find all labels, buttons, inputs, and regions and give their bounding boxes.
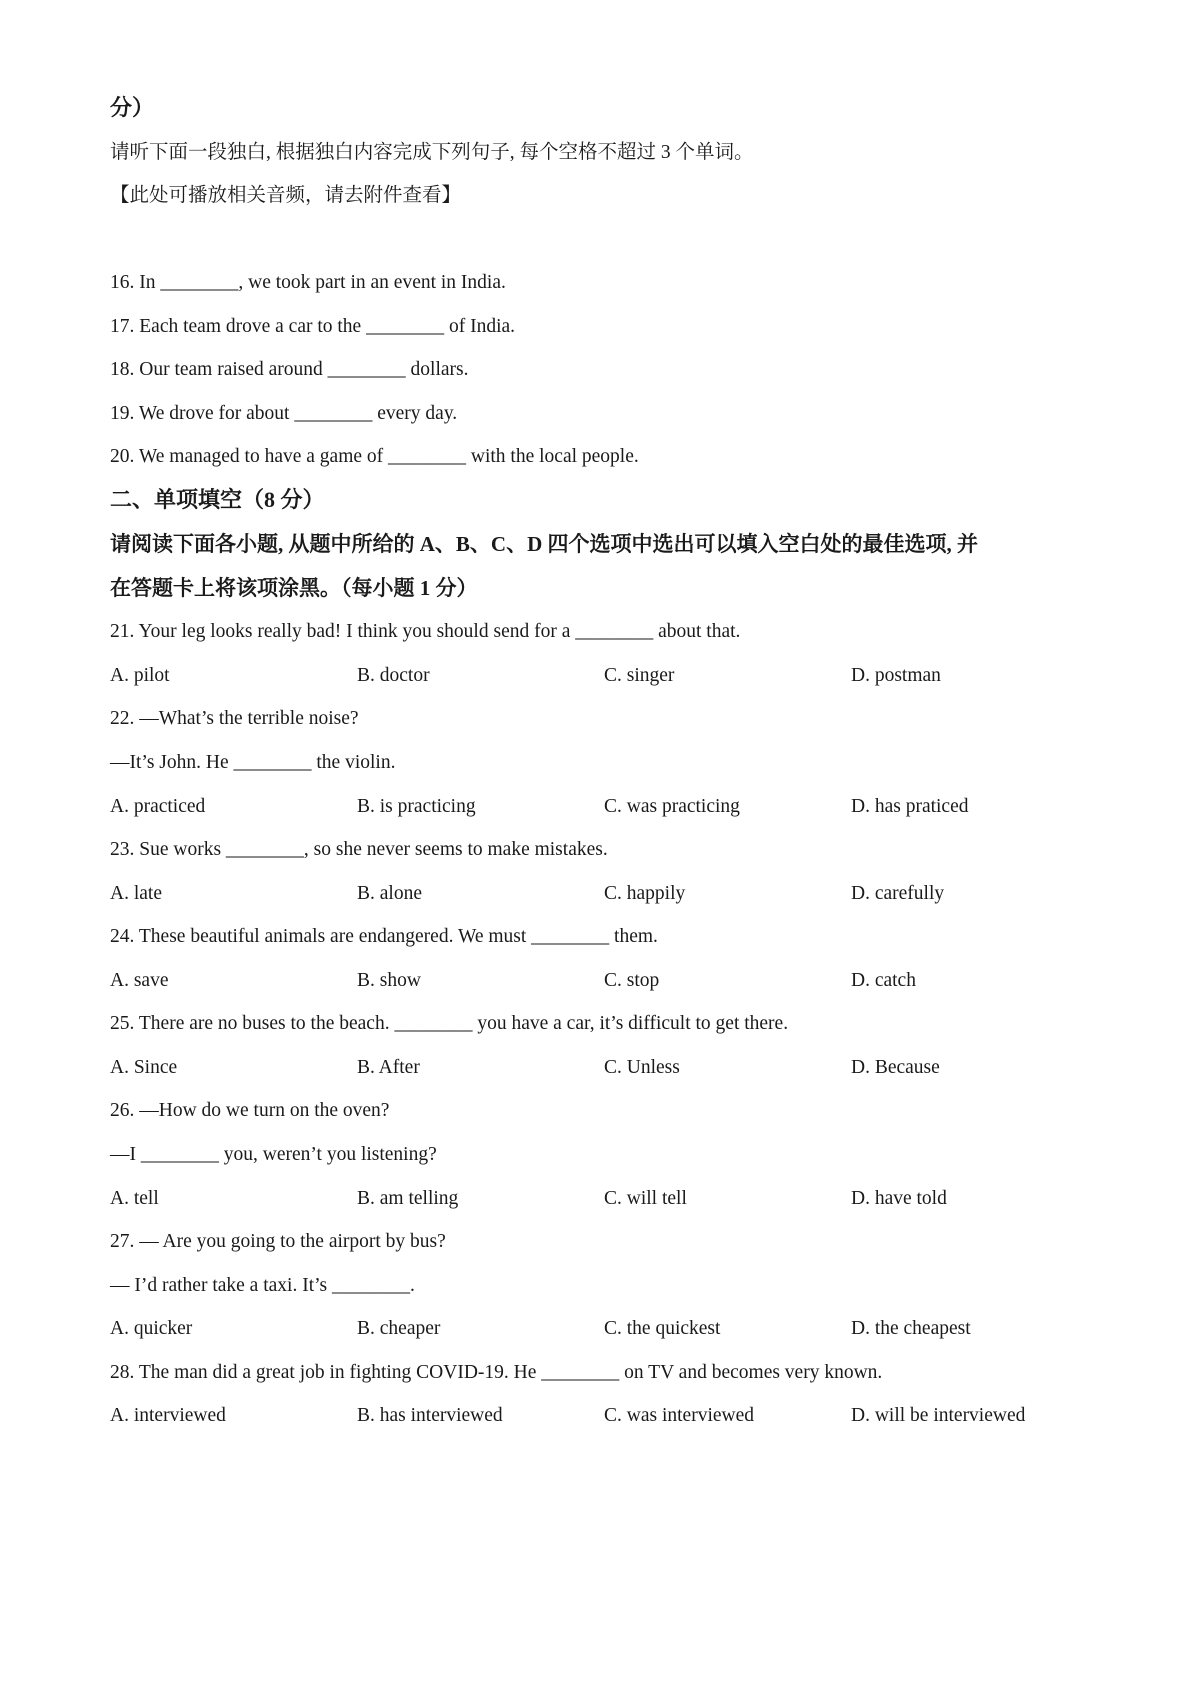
option-a[interactable]: A. practiced bbox=[110, 796, 206, 817]
option-c[interactable]: C. happily bbox=[604, 883, 686, 904]
question-stem: — I’d rather take a taxi. It’s ________. bbox=[110, 1275, 415, 1296]
question-stem: 21. Your leg looks really bad! I think you should send for a ________ about that. bbox=[110, 621, 741, 642]
option-c[interactable]: C. was practicing bbox=[604, 796, 740, 817]
question-stem: 26. —How do we turn on the oven? bbox=[110, 1100, 390, 1121]
section-instruction: 请阅读下面各小题, 从题中所给的 A、B、C、D 四个选项中选出可以填入空白处的最佳选项, 并 bbox=[110, 532, 978, 556]
question-stem: 23. Sue works ________, so she never seems to make mistakes. bbox=[110, 839, 608, 860]
option-d[interactable]: D. will be interviewed bbox=[851, 1405, 1026, 1426]
option-d[interactable]: D. catch bbox=[851, 970, 916, 991]
question-stem: 24. These beautiful animals are endangered. We must ________ them. bbox=[110, 926, 658, 947]
option-a[interactable]: A. late bbox=[110, 883, 162, 904]
audio-note: 【此处可播放相关音频，请去附件查看】 bbox=[110, 185, 462, 206]
option-b[interactable]: B. doctor bbox=[357, 665, 430, 686]
option-a[interactable]: A. quicker bbox=[110, 1318, 193, 1339]
option-d[interactable]: D. the cheapest bbox=[851, 1318, 971, 1339]
option-c[interactable]: C. singer bbox=[604, 665, 675, 686]
option-d[interactable]: D. has praticed bbox=[851, 796, 969, 817]
section-fragment: 分） bbox=[110, 95, 155, 120]
option-a[interactable]: A. interviewed bbox=[110, 1405, 226, 1426]
question-stem: 22. —What’s the terrible noise? bbox=[110, 708, 359, 729]
question-stem: 27. — Are you going to the airport by bus? bbox=[110, 1231, 446, 1252]
option-a[interactable]: A. Since bbox=[110, 1057, 178, 1078]
option-c[interactable]: C. stop bbox=[604, 970, 660, 991]
option-c[interactable]: C. was interviewed bbox=[604, 1405, 755, 1426]
option-b[interactable]: B. has interviewed bbox=[357, 1405, 503, 1426]
option-d[interactable]: D. Because bbox=[851, 1057, 940, 1078]
listening-item: 20. We managed to have a game of ________ with the local people. bbox=[110, 446, 639, 467]
option-d[interactable]: D. carefully bbox=[851, 883, 945, 904]
option-b[interactable]: B. cheaper bbox=[357, 1318, 441, 1339]
option-a[interactable]: A. save bbox=[110, 970, 169, 991]
question-stem: —It’s John. He ________ the violin. bbox=[110, 752, 396, 773]
option-c[interactable]: C. the quickest bbox=[604, 1318, 721, 1339]
option-a[interactable]: A. tell bbox=[110, 1188, 159, 1209]
option-b[interactable]: B. is practicing bbox=[357, 796, 476, 817]
listening-item: 16. In ________, we took part in an event in India. bbox=[110, 272, 506, 293]
question-stem: —I ________ you, weren’t you listening? bbox=[110, 1144, 437, 1165]
option-d[interactable]: D. have told bbox=[851, 1188, 947, 1209]
option-b[interactable]: B. am telling bbox=[357, 1188, 459, 1209]
option-b[interactable]: B. After bbox=[357, 1057, 420, 1078]
listening-item: 19. We drove for about ________ every day. bbox=[110, 403, 458, 424]
option-c[interactable]: C. Unless bbox=[604, 1057, 680, 1078]
option-b[interactable]: B. show bbox=[357, 970, 421, 991]
listening-item: 18. Our team raised around ________ dollars. bbox=[110, 359, 469, 380]
option-a[interactable]: A. pilot bbox=[110, 665, 170, 686]
listening-instruction: 请听下面一段独白, 根据独白内容完成下列句子, 每个空格不超过 3 个单词。 bbox=[110, 142, 754, 163]
question-stem: 28. The man did a great job in fighting COVID-19. He ________ on TV and becomes very known. bbox=[110, 1362, 883, 1383]
listening-item: 17. Each team drove a car to the ________ of India. bbox=[110, 316, 516, 337]
section-instruction: 在答题卡上将该项涂黑。（每小题 1 分） bbox=[110, 576, 478, 600]
section-title: 二、单项填空（8 分） bbox=[110, 487, 325, 512]
option-c[interactable]: C. will tell bbox=[604, 1188, 687, 1209]
question-stem: 25. There are no buses to the beach. ________ you have a car, it’s difficult to get there. bbox=[110, 1013, 789, 1034]
option-d[interactable]: D. postman bbox=[851, 665, 941, 686]
option-b[interactable]: B. alone bbox=[357, 883, 422, 904]
